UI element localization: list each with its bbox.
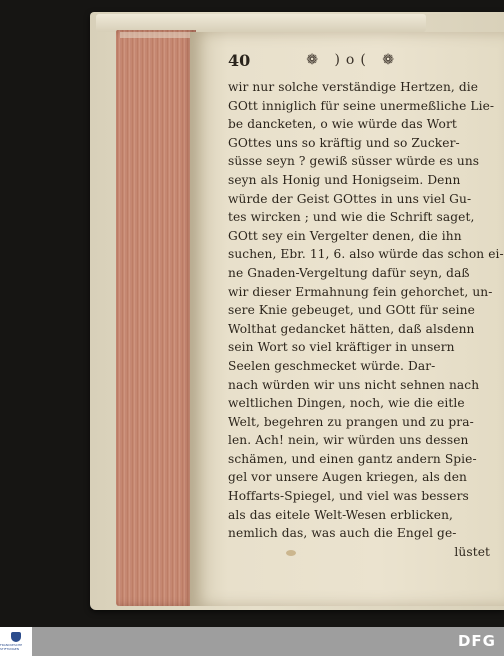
text-line: GOtt inniglich für seine unermeßliche Lie-	[228, 98, 495, 113]
text-line: len. Ach! nein, wir würden uns dessen	[228, 433, 469, 448]
text-line: seyn als Honig und Honigseim. Denn	[228, 172, 461, 187]
body-text	[228, 78, 504, 561]
text-line: gel vor unsere Augen kriegen, als den	[228, 470, 467, 485]
text-line: wir nur solche verständige Hertzen, die	[228, 80, 479, 94]
text-line: weltlichen Dingen, noch, wie die eitle	[228, 396, 465, 411]
text-line: suchen, Ebr. 11, 6. also würde das schon ei-	[228, 247, 504, 262]
text-line: würde der Geist GOttes in uns viel Gu-	[228, 191, 472, 206]
text-line: ne Gnaden-Vergeltung dafür seyn, daß	[228, 265, 470, 280]
text-line: sere Knie gebeuget, und GOtt für seine	[228, 303, 475, 318]
library-emblem-icon	[11, 632, 21, 642]
page-number: 40	[228, 50, 251, 70]
catchword: lüstet	[454, 544, 490, 559]
dfg-logo[interactable]: DFG	[457, 632, 496, 650]
page-text-block	[228, 48, 504, 559]
text-line: GOttes uns so kräftig und so Zucker-	[228, 135, 460, 150]
text-line: GOtt sey ein Vergelter denen, die ihn	[228, 228, 462, 243]
library-logo-text: FRANCKESCHE STIFTUNGEN	[0, 643, 23, 651]
text-line: schämen, und einen gantz andern Spie-	[228, 451, 477, 466]
text-line: Wolthat gedancket hätten, daß alsdenn	[228, 321, 475, 336]
text-line: wir dieser Ermahnung fein gehorchet, un-	[228, 284, 493, 299]
text-line: Welt, begehren zu prangen und zu pra-	[228, 414, 474, 429]
text-line: tes wircken ; und wie die Schrift saget,	[228, 210, 475, 225]
text-line: nach würden wir uns nicht sehnen nach	[228, 377, 480, 392]
text-line: be dancketen, o wie würde das Wort	[228, 117, 457, 132]
text-line: nemlich das, was auch die Engel ge-	[228, 526, 457, 541]
header-ornament: ❁ )o( ❁	[306, 52, 400, 68]
library-logo[interactable]	[0, 627, 32, 656]
page-edges-top	[120, 32, 196, 38]
viewer-footer-bar	[0, 627, 504, 656]
running-head	[228, 48, 490, 72]
text-line: sein Wort so viel kräftiger in unsern	[228, 340, 455, 355]
text-line: Hoffarts-Spiegel, und viel was bessers	[228, 489, 469, 504]
text-line: süsse seyn ? gewiß süsser würde es uns	[228, 154, 480, 169]
text-line: als das eitele Welt-Wesen erblicken,	[228, 507, 454, 522]
page-edges	[116, 30, 196, 606]
text-line: Seelen geschmecket würde. Dar-	[228, 358, 436, 373]
